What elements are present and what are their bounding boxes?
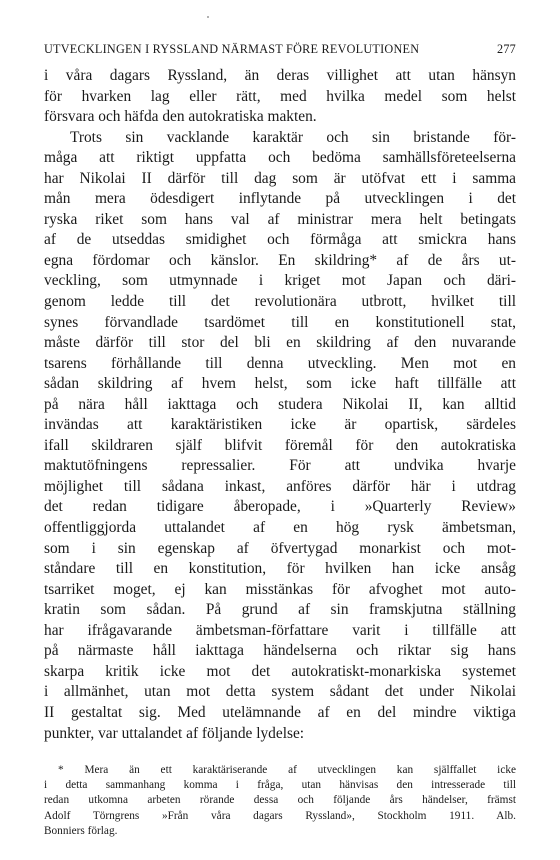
- body-line: punkter, var uttalandet af följande lydelse:: [44, 724, 305, 742]
- body-line: offentliggjorda uttalandet af en hög rysk ämbetsman,: [44, 519, 516, 537]
- body-line: tsarens förhållande till denna utveckling. Men mot en: [44, 354, 516, 372]
- page-number: 277: [496, 42, 516, 56]
- body-line: på närmaste håll iakttaga händelserna och riktar sig hans: [44, 642, 516, 660]
- body-line: kratin som sådan. På grund af sin framskjutna ställning: [44, 601, 516, 619]
- body-line: för hvarken lag eller rätt, med hvilka medel som helst: [44, 87, 516, 105]
- body-line: II gestaltat sig. Med utelämnande af en del mindre viktiga: [44, 703, 516, 721]
- body-line: på nära håll iakttaga och studera Nikolai II, kan alltid: [44, 395, 516, 413]
- body-line: i allmänhet, utan mot detta system sådant det under Nikolai: [44, 683, 516, 701]
- footnote-line: Adolf Törngrens »Från våra dagars Ryssland», Stockholm 1911. Alb.: [44, 809, 516, 822]
- paragraph-start-line: Trots sin vacklande karaktär och sin bristande för-: [70, 128, 516, 146]
- running-header: [44, 42, 516, 57]
- footnote: [44, 763, 516, 839]
- body-line: ifall skildraren själf blifvit föremål för den autokratiska: [44, 436, 516, 454]
- body-line: sådan skildring af hvem helst, som icke haft tillfälle att: [44, 375, 516, 393]
- body-line: har ifrågavarande ämbetsman-författare varit i tillfälle att: [44, 621, 516, 639]
- footnote-line: redan utkomna arbeten rörande dessa och följande års händelser, främst: [44, 794, 516, 807]
- body-line: af de utseddas smidighet och förmåga att smickra hans: [44, 231, 516, 249]
- body-line: genom ledde till det revolutionära utbrott, hvilket till: [44, 293, 516, 311]
- body-line: möjlighet till sådana inkast, anföres därför här i utdrag: [44, 477, 516, 495]
- body-line: veckling, som utmynnade i kriget mot Japan och däri-: [44, 272, 516, 290]
- running-header-title: UTVECKLINGEN I RYSSLAND NÄRMAST FÖRE REVOLUTIONEN: [44, 42, 420, 56]
- body-line: ståndare till en konstitution, för hvilken han icke ansåg: [44, 560, 516, 578]
- body-line: synes förvandlade tsardömet till en konstitutionell stat,: [44, 313, 516, 331]
- body-line: har Nikolai II därför till dag som är utöfvat ett i samma: [44, 169, 516, 187]
- body-line: invändas att karaktäristiken icke är opartisk, särdeles: [44, 416, 516, 434]
- body-line: måga att riktigt uppfatta och bedöma samhällsföreteelserna: [44, 149, 516, 167]
- body-line: i våra dagars Ryssland, än deras villighet att utan hänsyn: [44, 67, 516, 84]
- body-line: egna fördomar och känslor. En skildring* af de års ut-: [44, 251, 516, 269]
- footnote-line: i detta sammanhang komma i fråga, utan hänvisas den intresserade till: [44, 779, 516, 792]
- body-line: maktutöfningens repressalier. För att undvika hvarje: [44, 457, 516, 475]
- body-line: måste därför till stor del bli en skildring af den nuvarande: [44, 334, 516, 352]
- print-speck: [207, 16, 209, 18]
- body-line: mån mera ödesdigert inflytande på utvecklingen i det: [44, 190, 516, 208]
- book-page: [44, 42, 516, 839]
- body-text: [44, 66, 516, 744]
- body-line: skarpa kritik icke mot det autokratiskt-monarkiska systemet: [44, 662, 516, 680]
- footnote-line: Bonniers förlag.: [44, 824, 118, 837]
- body-line: tsarriket moget, ej kan misstänkas för afvoghet mot auto-: [44, 580, 516, 598]
- footnote-line: * Mera än ett karaktäriserande af utvecklingen kan själffallet icke: [58, 764, 516, 777]
- body-line: ryska riket som hans val af ministrar mera helt betingats: [44, 210, 516, 228]
- body-line: det redan tidigare åberopade, i »Quarterly Review»: [44, 498, 516, 516]
- body-line: som i sin egenskap af öfvertygad monarkist och mot-: [44, 539, 516, 557]
- body-line: försvara och häfda den autokratiska makten.: [44, 108, 317, 126]
